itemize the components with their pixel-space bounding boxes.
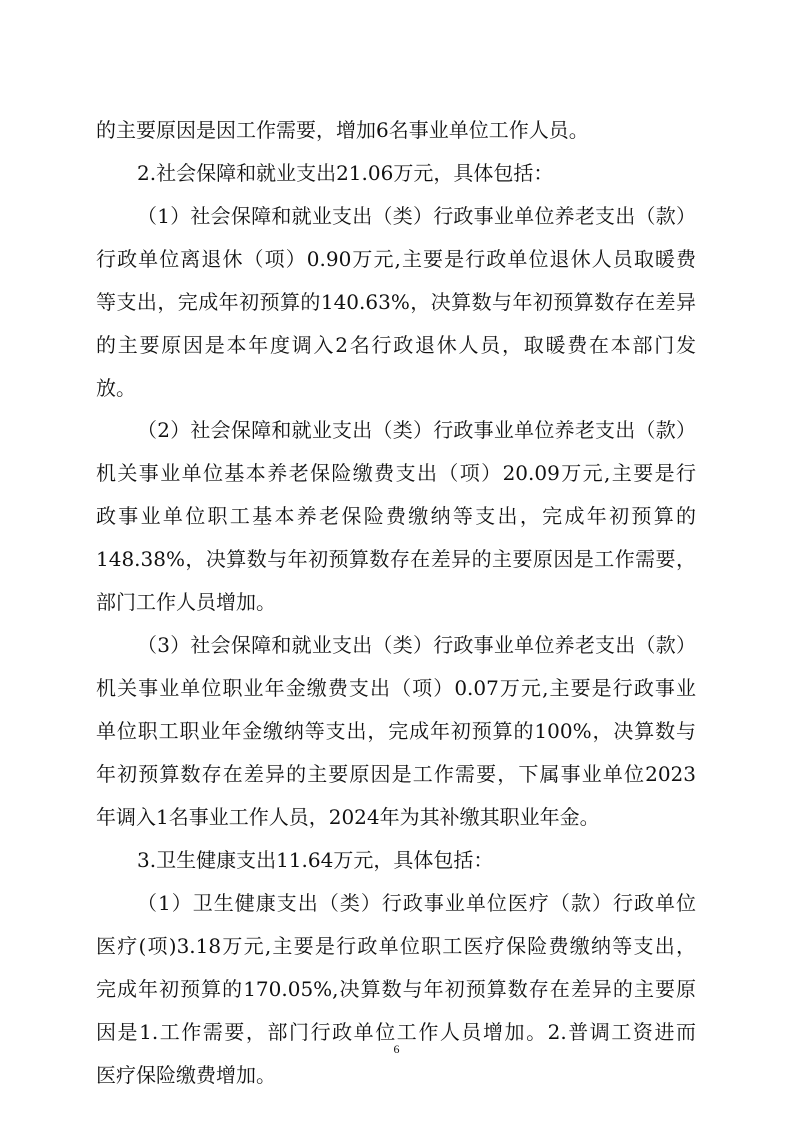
text-line: 医疗(项)3.18万元,主要是行政单位职工医疗保险费缴纳等支出，: [96, 934, 696, 958]
text-line: （2）社会保障和就业支出（类）行政事业单位养老支出（款）: [137, 418, 696, 442]
text-line: 部门工作人员增加。: [96, 590, 276, 614]
text-line: 的主要原因是因工作需要，增加6名事业单位工作人员。: [96, 118, 589, 142]
text-line: 等支出，完成年初预算的140.63%，决算数与年初预算数存在差异: [96, 290, 696, 314]
text-line: （1）社会保障和就业支出（类）行政事业单位养老支出（款）: [137, 204, 696, 228]
page-number: 6: [393, 1042, 400, 1056]
text-line: 机关事业单位基本养老保险缴费支出（项）20.09万元,主要是行: [96, 461, 696, 485]
text-line: 机关事业单位职业年金缴费支出（项）0.07万元,主要是行政事业: [96, 676, 696, 700]
text-line: 单位职工职业年金缴纳等支出，完成年初预算的100%，决算数与: [96, 719, 696, 743]
text-line: 因是1.工作需要，部门行政单位工作人员增加。2.普调工资进而: [96, 1020, 696, 1044]
text-line: （1）卫生健康支出（类）行政事业单位医疗（款）行政单位: [137, 891, 696, 915]
text-line: 148.38%，决算数与年初预算数存在差异的主要原因是工作需要，: [96, 547, 696, 571]
text-line: 政事业单位职工基本养老保险费缴纳等支出，完成年初预算的: [96, 504, 696, 528]
text-line: 3.卫生健康支出11.64万元，具体包括：: [137, 848, 494, 872]
text-line: 的主要原因是本年度调入2名行政退休人员，取暖费在本部门发: [96, 333, 696, 357]
text-line: 年调入1名事业工作人员，2024年为其补缴其职业年金。: [96, 805, 600, 829]
text-line: 完成年初预算的170.05%,决算数与年初预算数存在差异的主要原: [96, 977, 696, 1001]
text-line: 行政单位离退休（项）0.90万元,主要是行政单位退休人员取暖费: [96, 247, 696, 271]
text-line: 年初预算数存在差异的主要原因是工作需要，下属事业单位2023: [96, 762, 696, 786]
text-line: 2.社会保障和就业支出21.06万元，具体包括：: [137, 161, 554, 185]
text-line: 医疗保险缴费增加。: [96, 1063, 276, 1087]
text-line: （3）社会保障和就业支出（类）行政事业单位养老支出（款）: [137, 633, 696, 657]
text-line: 放。: [96, 376, 136, 400]
